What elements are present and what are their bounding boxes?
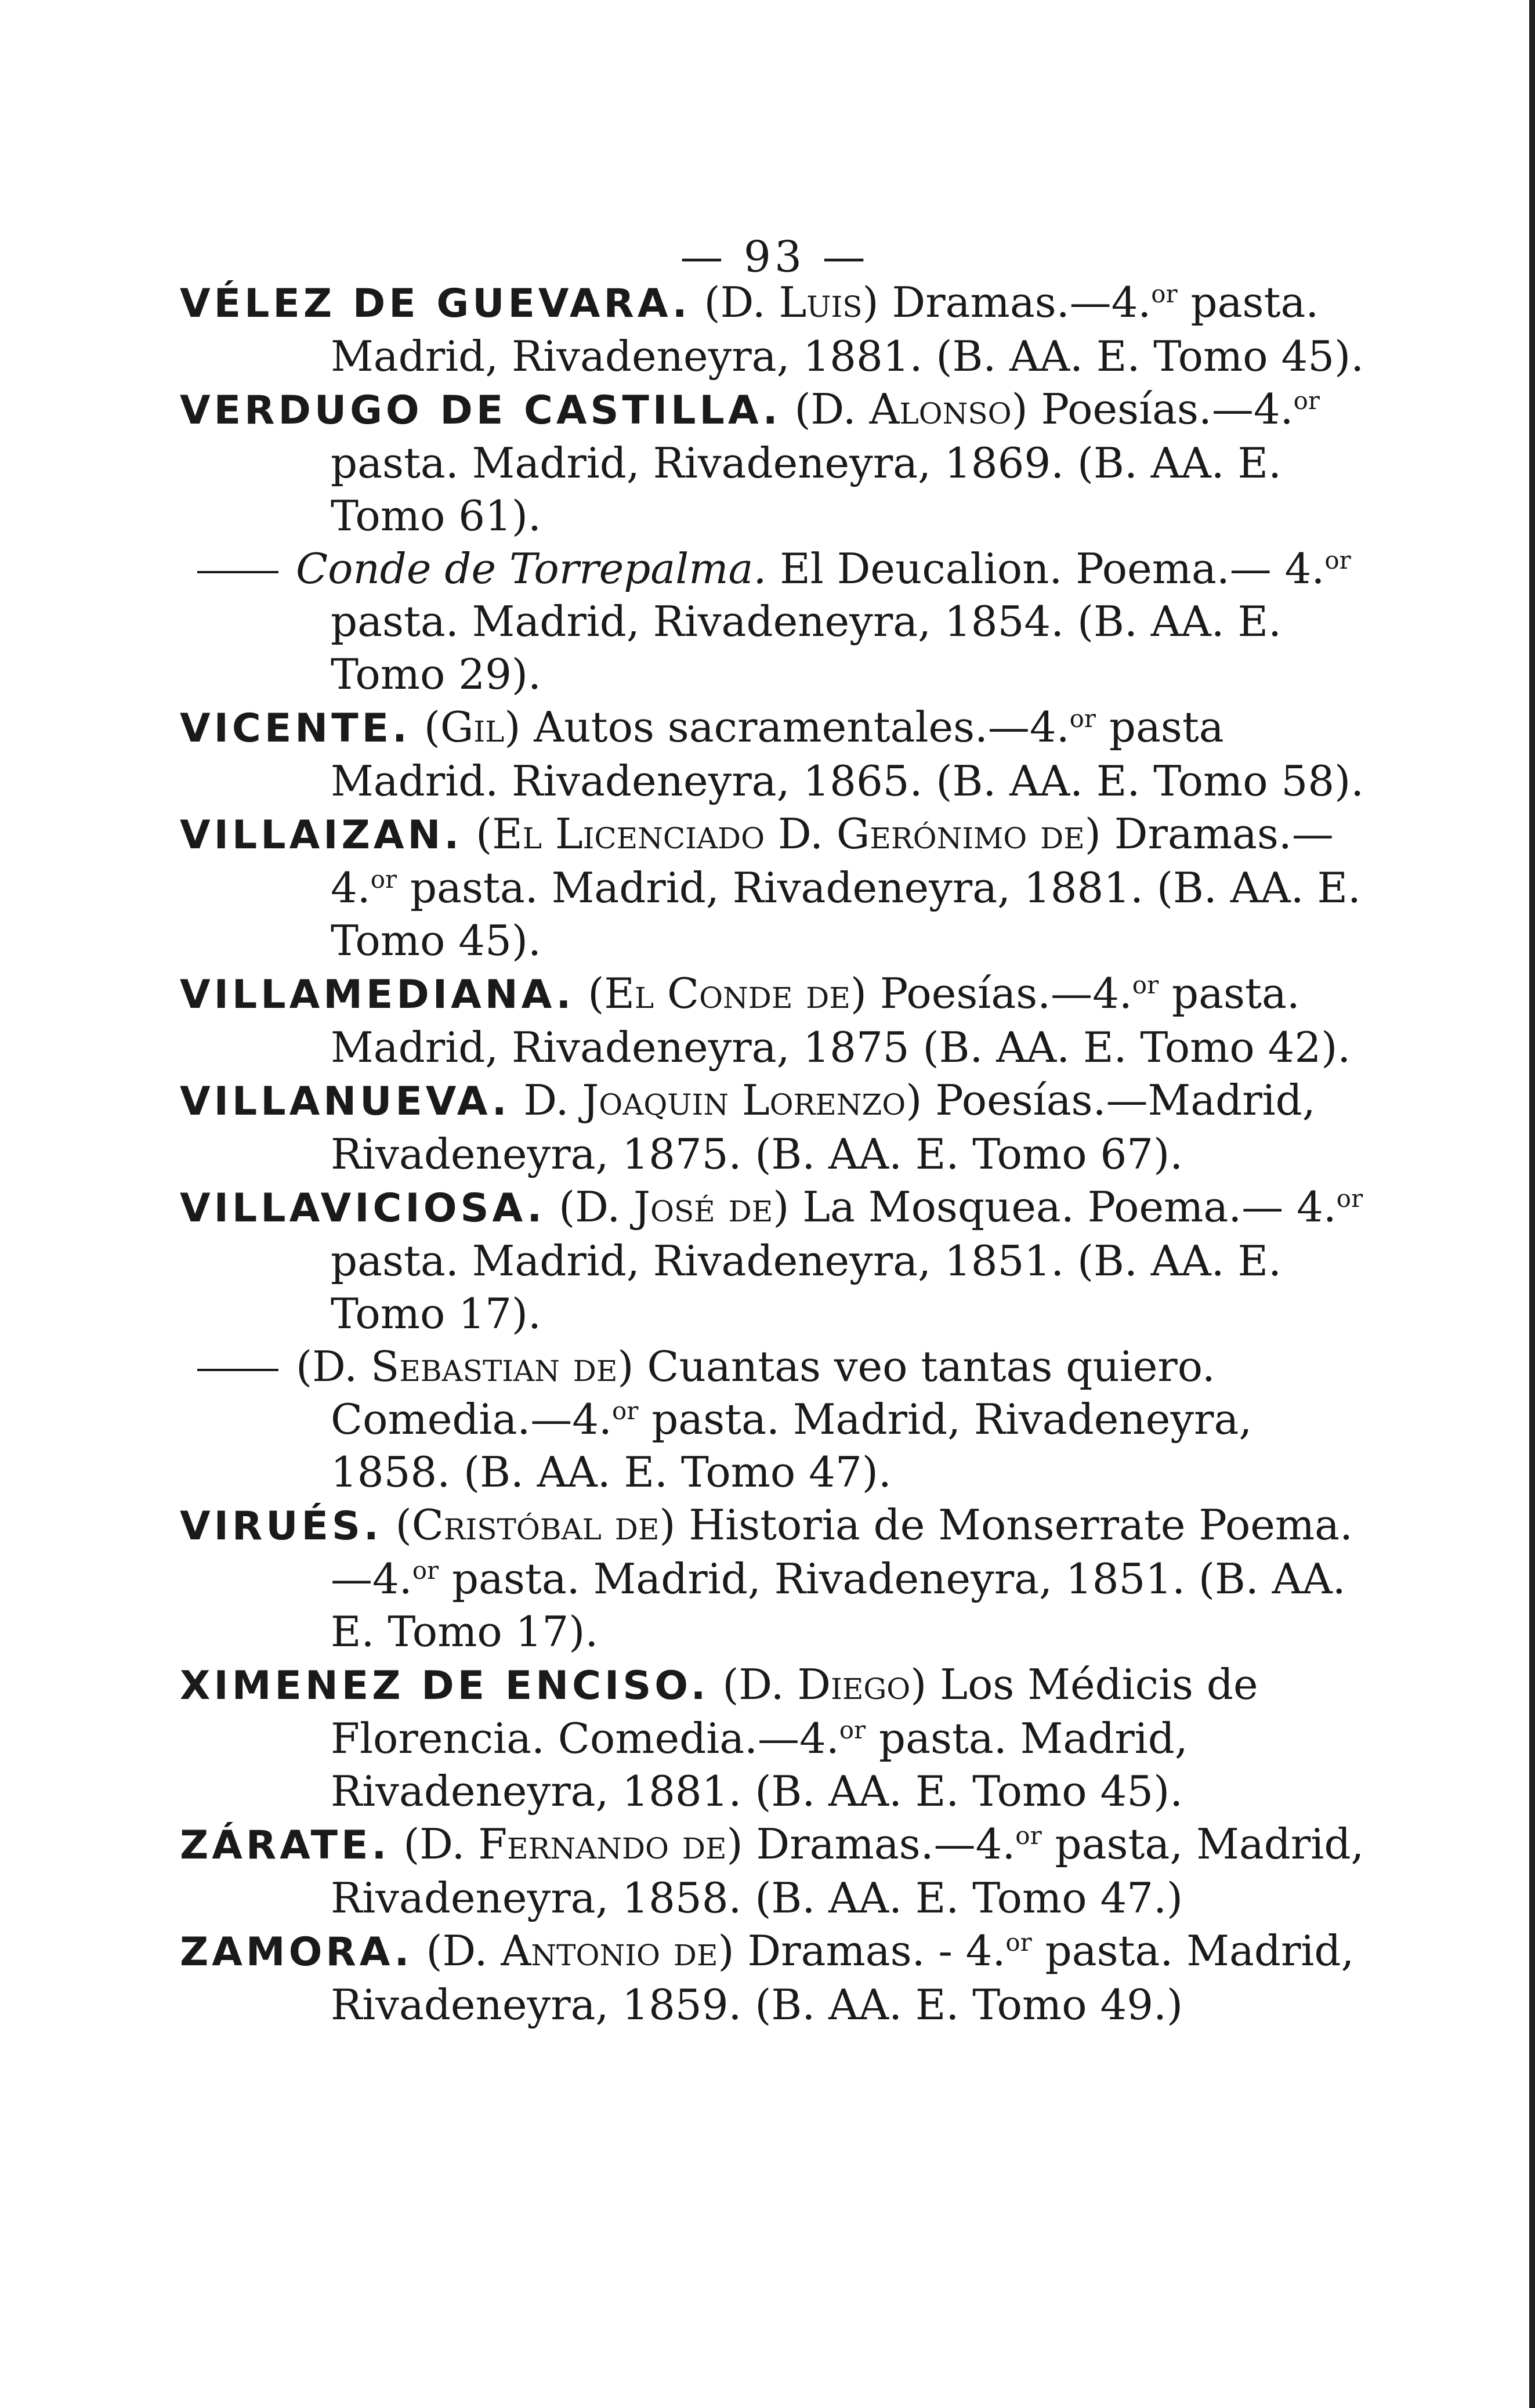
ditto-dash: [197, 1369, 278, 1371]
entry-author: VILLAMEDIANA.: [180, 972, 575, 1018]
entry-author: XIMENEZ DE ENCISO.: [180, 1663, 709, 1709]
entry-given-name: (D. Alonso): [794, 385, 1028, 433]
bibliography-entry: [180, 1340, 1369, 1499]
document-page: [180, 232, 1369, 2031]
entry-given-name: D. Joaquin Lorenzo): [523, 1076, 922, 1125]
format-superscript: or: [1015, 1821, 1042, 1850]
entry-body: Dramas.—4.: [331, 809, 1334, 912]
bibliography-entry: [180, 383, 1369, 543]
entry-author: VILLANUEVA.: [180, 1079, 511, 1125]
entry-given-name: (D. José de): [559, 1183, 790, 1231]
entry-body: La Mosquea. Poema.— 4.: [789, 1183, 1337, 1231]
entry-publication: pasta. Madrid, Rivadeneyra, 1859. (B. AA. E. Tomo 49.): [331, 1926, 1355, 2029]
bibliography-entry: [180, 808, 1369, 967]
entry-author: VERDUGO DE CASTILLA.: [180, 388, 781, 433]
format-superscript: or: [1151, 280, 1178, 308]
bibliography-entry: [180, 701, 1369, 808]
entry-given-name: (El Conde de): [588, 969, 867, 1018]
bibliography-entry: [180, 1499, 1369, 1658]
entry-given-name: (D. Luis): [704, 278, 879, 327]
format-superscript: or: [1069, 704, 1096, 733]
ditto-dash: [197, 571, 278, 573]
entry-body: Los Médicis de Florencia. Comedia.—4.: [331, 1660, 1258, 1763]
entry-author: VIRUÉS.: [180, 1503, 382, 1549]
entry-given-name: (D. Fernando de): [403, 1820, 743, 1868]
entry-body: Cuantas veo tantas quiero. Comedia.—4.: [331, 1342, 1215, 1444]
entry-body: Autos sacramentales.—4.: [520, 703, 1070, 751]
entry-given-name: (D. Antonio de): [426, 1926, 734, 1975]
format-superscript: or: [1132, 971, 1159, 999]
bibliography-entry: [180, 276, 1369, 383]
entry-given-name: (Cristóbal de): [395, 1501, 676, 1549]
entry-publication: pasta. Madrid, Rivadeneyra, 1881. (B. AA. E. Tomo 45).: [331, 278, 1364, 381]
entry-body: El Deucalion. Poema.— 4.: [766, 544, 1325, 593]
entry-publication: pasta, Madrid, Rivadeneyra, 1858. (B. AA. E. Tomo 47.): [331, 1820, 1364, 1922]
entry-body: Poesías.—4.: [1027, 385, 1294, 433]
format-superscript: or: [1005, 1928, 1032, 1957]
entry-author: ZÁRATE.: [180, 1823, 390, 1868]
entry-title: Conde de Torrepalma.: [296, 544, 767, 593]
format-superscript: or: [1336, 1184, 1363, 1213]
format-superscript: or: [1293, 386, 1320, 415]
bibliography-entry: [180, 1925, 1369, 2031]
entry-publication: pasta. Madrid, Rivadeneyra, 1875 (B. AA. E. Tomo 42).: [331, 969, 1351, 1072]
bibliography-entry: [180, 1818, 1369, 1925]
page-number: — 93 —: [680, 232, 869, 282]
entry-author: VILLAIZAN.: [180, 812, 463, 858]
entry-publication: pasta Madrid. Rivadeneyra, 1865. (B. AA. E. Tomo 58).: [331, 703, 1364, 805]
entry-given-name: (Gil): [423, 703, 521, 751]
bibliography-entry: [180, 1658, 1369, 1818]
entry-given-name: (D. Diego): [722, 1660, 927, 1709]
entry-publication: pasta. Madrid, Rivadeneyra, 1854. (B. AA. E. Tomo 29).: [331, 597, 1281, 699]
entry-given-name: (El Licenciado D. Gerónimo de): [476, 809, 1101, 858]
entry-given-name: (D. Sebastian de): [296, 1342, 634, 1391]
bibliography-list: [180, 276, 1369, 2031]
entry-author: VÉLEZ DE GUEVARA.: [180, 281, 691, 327]
bibliography-entry: [180, 1181, 1369, 1340]
format-superscript: or: [412, 1556, 439, 1585]
entry-body: Poesías.—Madrid, Rivadeneyra, 1875. (B. AA. E. Tomo 67).: [331, 1076, 1316, 1178]
format-superscript: or: [1324, 546, 1351, 574]
bibliography-entry: [180, 1074, 1369, 1181]
entry-publication: pasta. Madrid, Rivadeneyra, 1851. (B. AA. E. Tomo 17).: [331, 1554, 1346, 1656]
entry-author: VILLAVICIOSA.: [180, 1185, 546, 1231]
entry-publication: pasta. Madrid, Rivadeneyra, 1881. (B. AA. E. Tomo 45).: [331, 863, 1361, 965]
format-superscript: or: [839, 1716, 866, 1744]
entry-author: VICENTE.: [180, 706, 411, 751]
format-superscript: or: [370, 865, 397, 894]
entry-body: Dramas. - 4.: [734, 1926, 1006, 1975]
entry-body: Dramas.—4.: [743, 1820, 1016, 1868]
entry-publication: pasta. Madrid, Rivadeneyra, 1881. (B. AA. E. Tomo 45).: [331, 1714, 1188, 1816]
page-edge: [1529, 0, 1535, 2408]
entry-body: Poesías.—4.: [866, 969, 1132, 1018]
bibliography-entry: [180, 543, 1369, 701]
entry-author: ZAMORA.: [180, 1929, 413, 1975]
entry-body: Historia de Monserrate Poema.—4.: [331, 1501, 1353, 1603]
entry-body: Dramas.—4.: [878, 278, 1152, 327]
entry-publication: pasta. Madrid, Rivadeneyra, 1851. (B. AA. E. Tomo 17).: [331, 1236, 1281, 1338]
bibliography-entry: [180, 967, 1369, 1074]
entry-publication: pasta. Madrid, Rivadeneyra, 1869. (B. AA. E. Tomo 61).: [331, 439, 1281, 540]
format-superscript: or: [611, 1397, 639, 1425]
entry-publication: pasta. Madrid, Rivadeneyra, 1858. (B. AA. E. Tomo 47).: [331, 1395, 1252, 1496]
